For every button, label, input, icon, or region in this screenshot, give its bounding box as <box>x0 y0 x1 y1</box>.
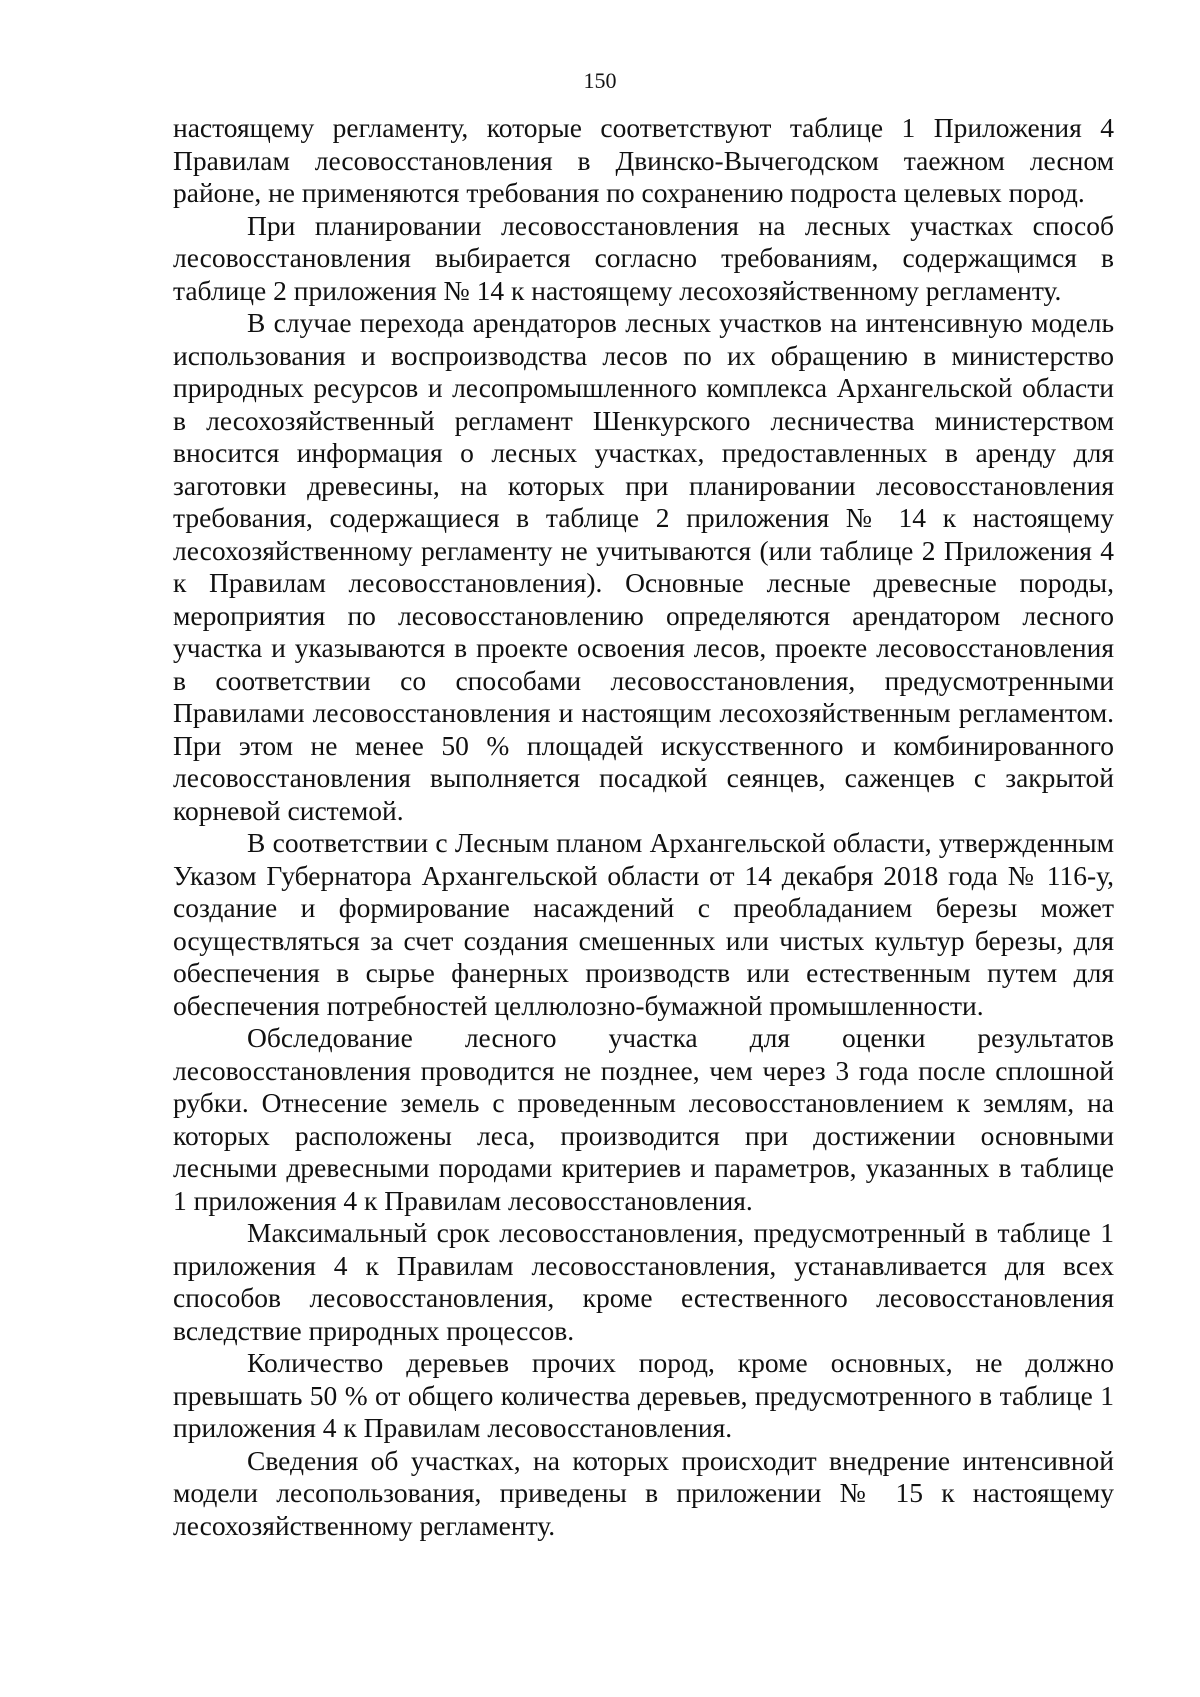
page-number: 150 <box>583 68 617 93</box>
paragraph-planning-method: При планировании лесовосстановления на лесных участках способ лесовосстановления выбирается согласно требованиям, содержащимся в таблице 2 приложения № 14 к настоящему лесохозяйственному регламенту. <box>173 209 1114 306</box>
paragraph-other-species: Количество деревьев прочих пород, кроме основных, не должно превышать 50 % от общего количества деревьев, предусмотренного в таблице 1 приложения 4 к Правилам лесовосстановления. <box>173 1347 1114 1443</box>
paragraph-intensive-model: В случае перехода арендаторов лесных участков на интенсивную модель использования и воспроизводства лесов по их обращению в министерство природных ресурсов и лесопромышленного комплекса Архангельской области в лесохозяйственный регламент Шенкурского лесничества министерством вносится информация о лесных участках, предоставленных в аренду для заготовки древесины, на которых при планировании лесовосстановления требования, содержащиеся в таблице 2 приложения № 14 к настоящему лесохозяйственному регламенту не учитываются (или таблице 2 Приложения 4 к Правилам лесовосстановления). Основные лесные древесные породы, мероприятия по лесовосстановлению определяются арендатором лесного участка и указываются в проекте освоения лесов, проекте лесовосстановления в соответствии со способами лесовосстановления, предусмотренными Правилами лесовосстановления и настоящим лесохозяйственным регламентом. При этом не менее 50 % площадей искусственного и комбинированного лесовосстановления выполняется посадкой сеянцев, саженцев с закрытой корневой системой. <box>173 307 1114 826</box>
paragraph-forest-plan-birch: В соответствии с Лесным планом Архангельской области, утвержденным Указом Губернатора Архангельской области от 14 декабря 2018 года № 116-у, создание и формирование насаждений с преобладанием березы может осуществляться за счет создания смешенных или чистых культур березы, для обеспечения в сырье фанерных производств или естественным путем для обеспечения потребностей целлюлозно-бумажной промышленности. <box>173 827 1114 1021</box>
document-body <box>173 112 1114 1542</box>
paragraph-sites-info: Сведения об участках, на которых происходит внедрение интенсивной модели лесопользования, приведены в приложении № 15 к настоящему лесохозяйственному регламенту. <box>173 1444 1114 1541</box>
paragraph-continuation: настоящему регламенту, которые соответствуют таблице 1 Приложения 4 Правилам лесовосстановления в Двинско-Вычегодском таежном лесном районе, не применяются требования по сохранению подроста целевых пород. <box>173 112 1114 208</box>
paragraph-survey: Обследование лесного участка для оценки результатов лесовосстановления проводится не позднее, чем через 3 года после сплошной рубки. Отнесение земель с проведенным лесовосстановлением к землям, на которых расположены леса, производится при достижении основными лесными древесными породами критериев и параметров, указанных в таблице 1 приложения 4 к Правилам лесовосстановления. <box>173 1022 1114 1216</box>
paragraph-max-term: Максимальный срок лесовосстановления, предусмотренный в таблице 1 приложения 4 к Правилам лесовосстановления, устанавливается для всех способов лесовосстановления, кроме естественного лесовосстановления вследствие природных процессов. <box>173 1217 1114 1346</box>
